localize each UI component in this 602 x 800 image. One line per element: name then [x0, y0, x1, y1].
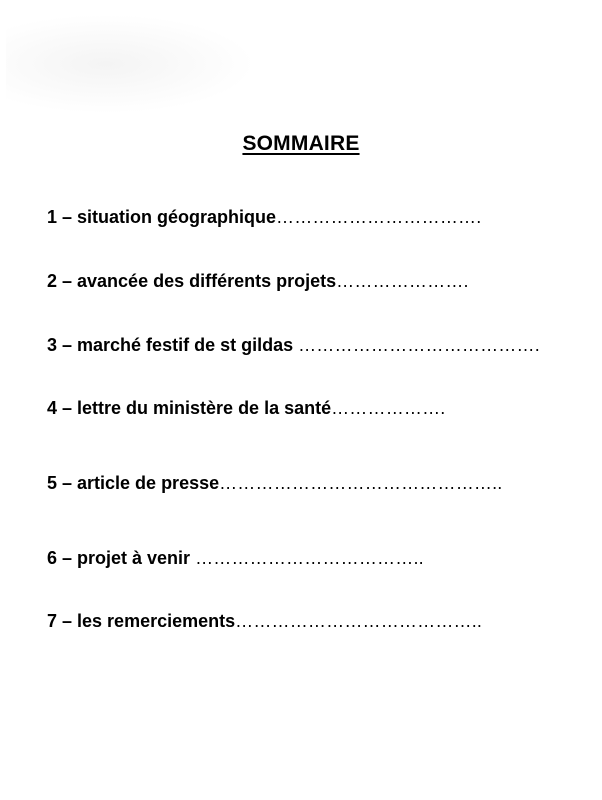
toc-entry-label: 7 – les remerciements	[47, 611, 236, 631]
toc-leader-dots: …………………………………..	[235, 611, 483, 631]
toc-entry-2	[47, 270, 469, 292]
toc-leader-dots: ……………….	[331, 398, 446, 418]
toc-leader-dots: ………………………………………..	[219, 473, 503, 493]
toc-leader-dots: …………………………….	[276, 207, 482, 227]
toc-entry-1	[47, 206, 481, 228]
toc-entry-label: 1 – situation géographique	[47, 207, 277, 227]
toc-entry-6	[47, 547, 424, 569]
toc-entry-label: 6 – projet à venir	[47, 548, 196, 568]
toc-entry-3	[47, 334, 540, 356]
toc-entry-5	[47, 472, 503, 494]
toc-leader-dots: ………………………………….	[298, 335, 540, 355]
title-text: SOMMAIRE	[242, 132, 360, 155]
toc-leader-dots: ………………….	[336, 271, 469, 291]
toc-entry-label: 5 – article de presse	[47, 473, 220, 493]
scan-artifact	[6, 14, 256, 114]
toc-entry-label: 4 – lettre du ministère de la santé	[47, 398, 332, 418]
toc-entry-label: 2 – avancée des différents projets	[47, 271, 337, 291]
toc-leader-dots: ………………………………..	[195, 548, 424, 568]
toc-entry-7	[47, 610, 482, 632]
toc-entry-4	[47, 397, 446, 419]
toc-entry-label: 3 – marché festif de st gildas	[47, 335, 299, 355]
page-title	[0, 132, 602, 156]
